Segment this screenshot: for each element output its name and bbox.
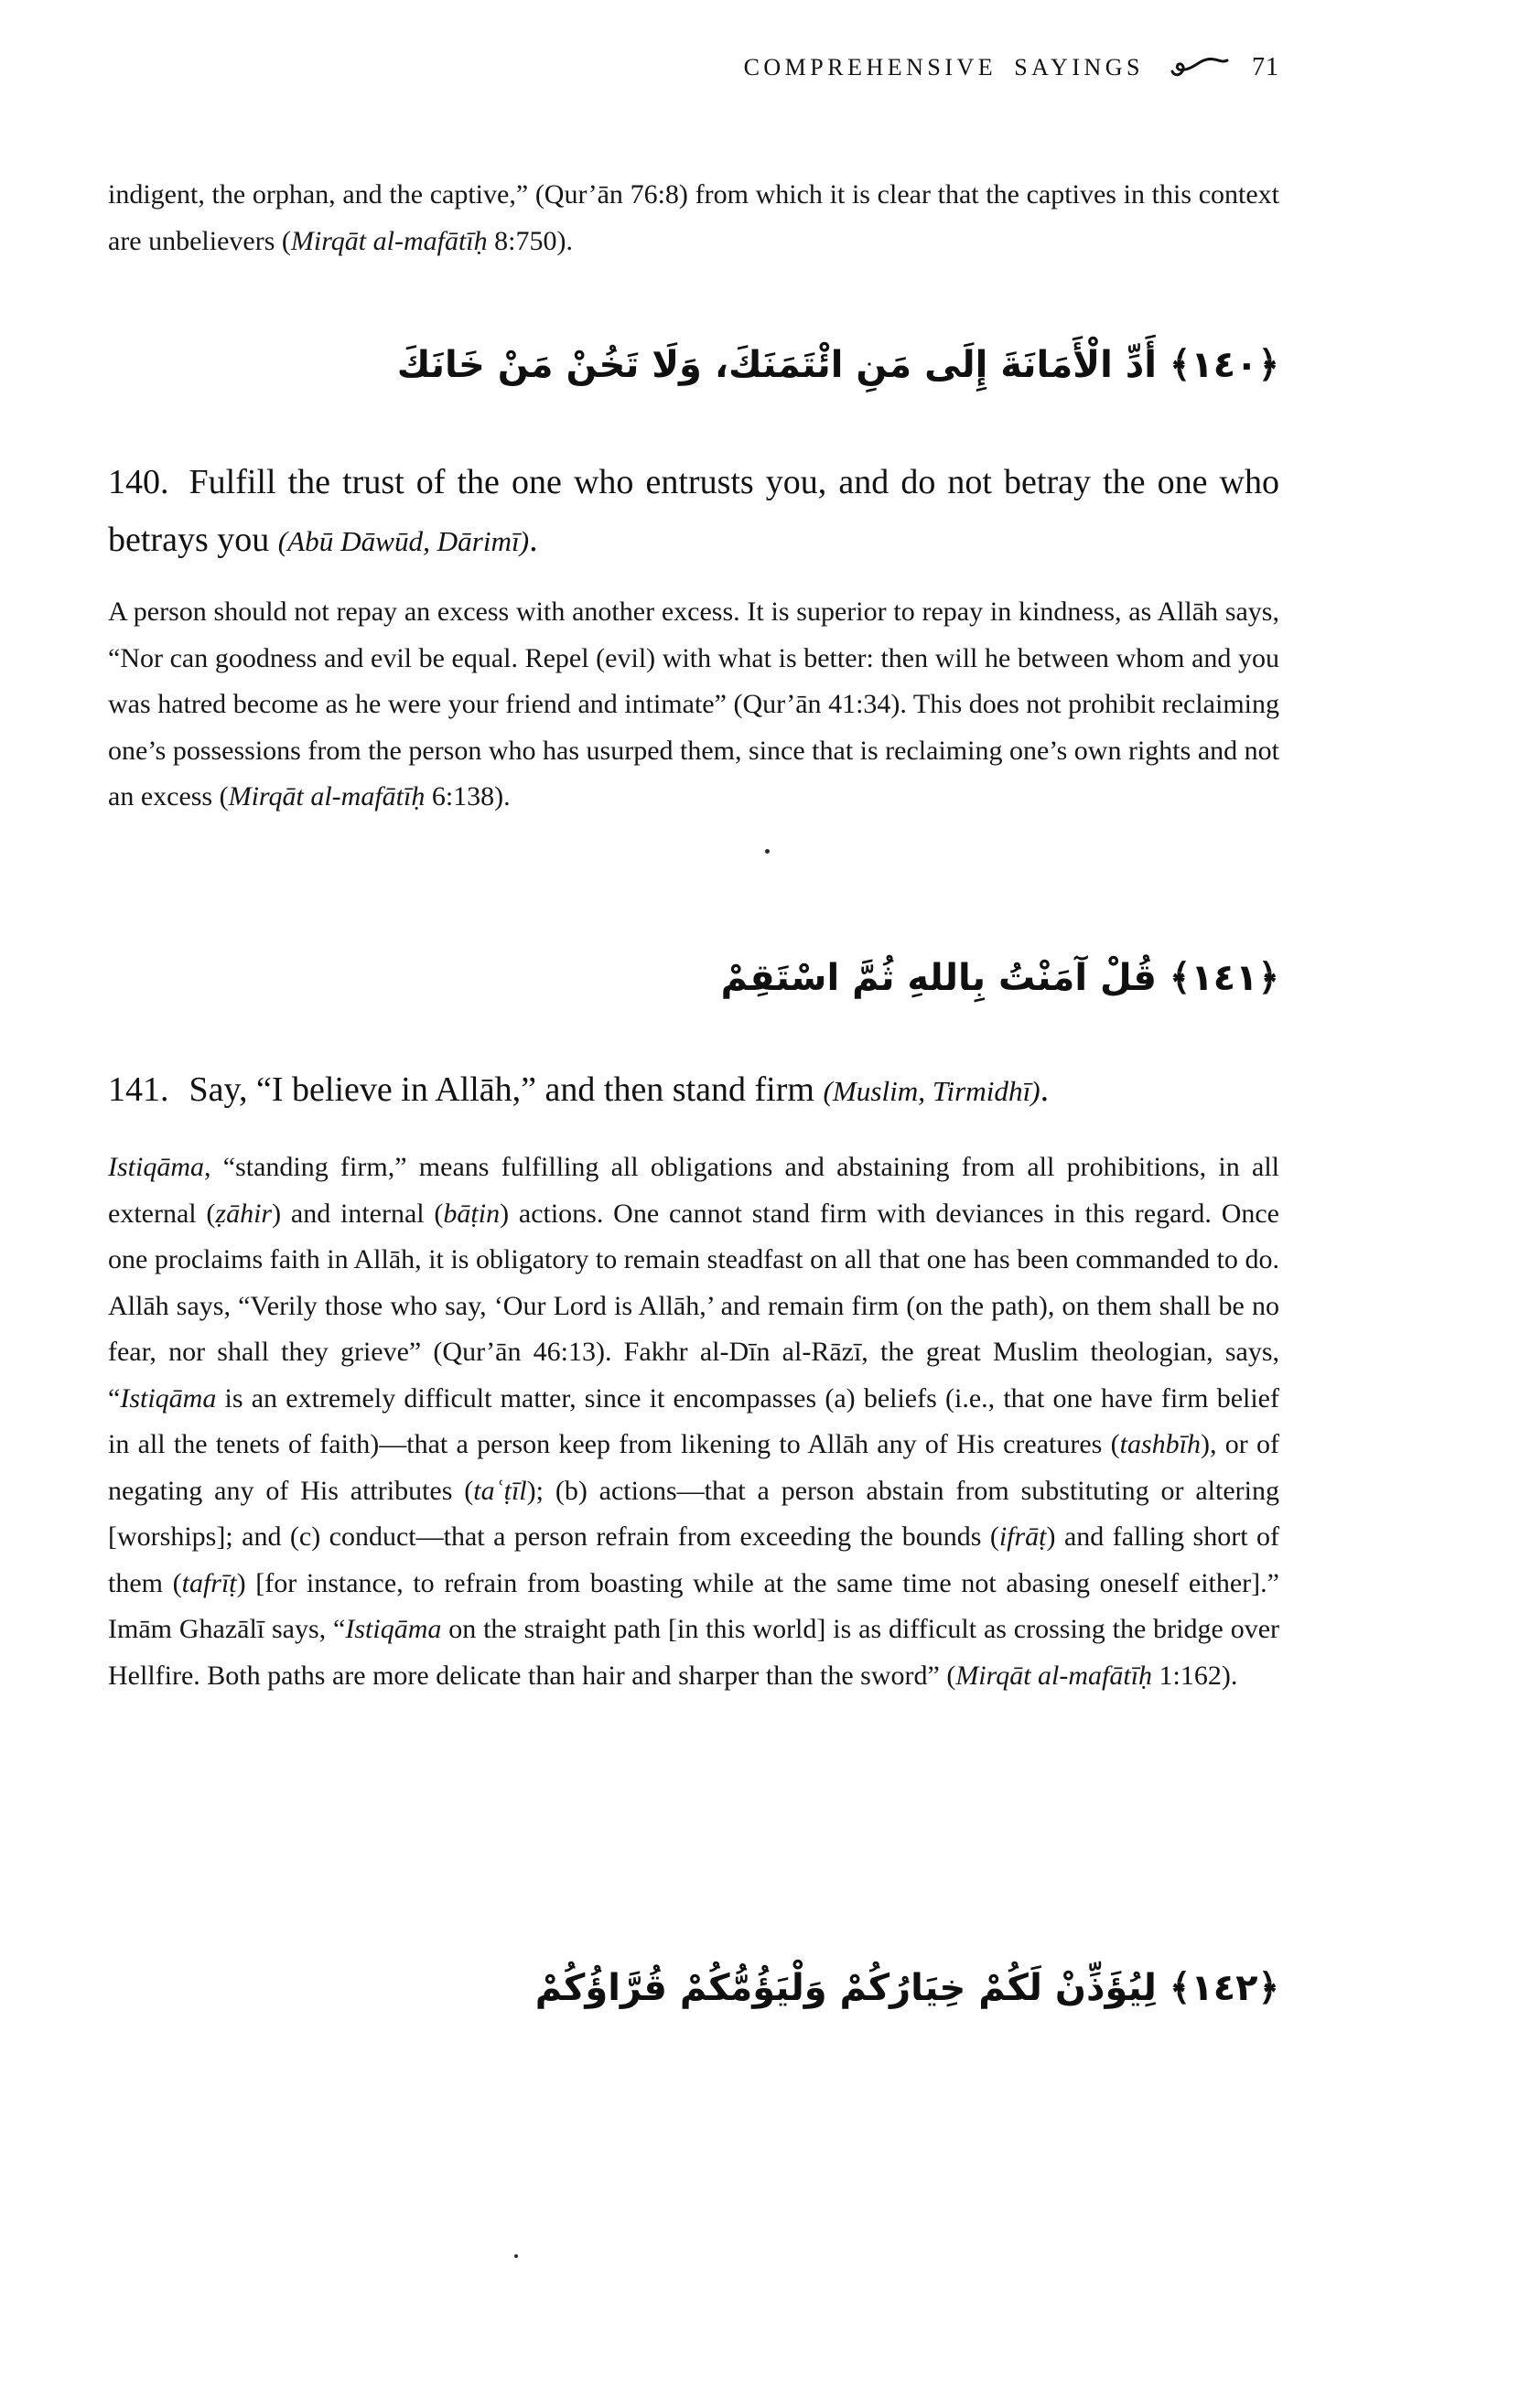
arabic-verse-142: ﴿١٤٢﴾ لِيُؤَذِّنْ لَكُمْ خِيَارُكُمْ وَلْيَؤُمُّكُمْ قُرَّاؤُكُمْ <box>534 1967 1279 2009</box>
running-head-title: COMPREHENSIVE SAYINGS <box>743 54 1144 81</box>
scan-speck <box>765 849 770 854</box>
running-head <box>108 53 1279 85</box>
page-number: 71 <box>1252 53 1279 81</box>
saying-140-translation: 140. Fulfill the trust of the one who entrusts you, and do not betray the one who betrays you (Abū Dāwūd, Dārimī). <box>108 463 1279 559</box>
saying-141-translation: 141. Say, “I believe in Allāh,” and then stand firm (Muslim, Tirmidhī). <box>108 1070 1050 1109</box>
saying-140-commentary: A person should not repay an excess with another excess. It is superior to repay in kindness, as Allāh says, “Nor can goodness and evil be equal. Repel (evil) with what is better: then will he between whom and you was hatred become as he were your friend and intimate” (Qur’ān 41:34). This does not prohibit reclaiming one’s possessions from the person who has usurped them, since that is reclaiming one’s own rights and not an excess (Mirqāt al-mafātīḥ 6:138). <box>108 597 1279 812</box>
saying-141-commentary: Istiqāma, “standing firm,” means fulfilling all obligations and abstaining from all prohibitions, in all external (ẓāhir) and internal (bāṭin) actions. One cannot stand firm with deviances in this regard. Once one proclaims faith in Allāh, it is obligatory to remain steadfast on all that one has been commanded to do. Allāh says, “Verily those who say, ‘Our Lord is Allāh,’ and remain firm (on the path), on them shall be no fear, nor shall they grieve” (Qur’ān 46:13). Fakhr al-Dīn al-Rāzī, the great Muslim theologian, says, “Istiqāma is an extremely difficult matter, since it encompasses (a) beliefs (i.e., that one have firm belief in all the tenets of faith)—that a person keep from likening to Allāh any of His creatures (tashbīh), or of negating any of His attributes (taʿṭīl); (b) actions—that a person abstain from substituting or altering [worships]; and (c) conduct—that a person refrain from exceeding the bounds (ifrāṭ) and falling short of them (tafrīṭ) [for instance, to refrain from boasting while at the same time not abasing oneself either].” Imām Ghazālī says, “Istiqāma on the straight path [in this world] is as difficult as crossing the bridge over Hellfire. Both paths are more delicate than hair and sharper than the sword” (Mirqāt al-mafātīḥ 1:162). <box>108 1152 1280 1691</box>
arabic-verse-141: ﴿١٤١﴾ قُلْ آمَنْتُ بِاللهِ ثُمَّ اسْتَقِمْ <box>720 957 1279 999</box>
continuation-paragraph: indigent, the orphan, and the captive,” (Qur’ān 76:8) from which it is clear that the captives in this context are unbelievers (Mirqāt al-mafātīḥ 8:750). <box>108 179 1279 256</box>
scan-speck <box>514 2254 518 2258</box>
swash-ornament-icon <box>1170 55 1230 85</box>
arabic-verse-140: ﴿١٤٠﴾ أَدِّ الْأَمَانَةَ إِلَى مَنِ ائْتَمَنَكَ، وَلَا تَخُنْ مَنْ خَانَكَ <box>396 344 1279 386</box>
